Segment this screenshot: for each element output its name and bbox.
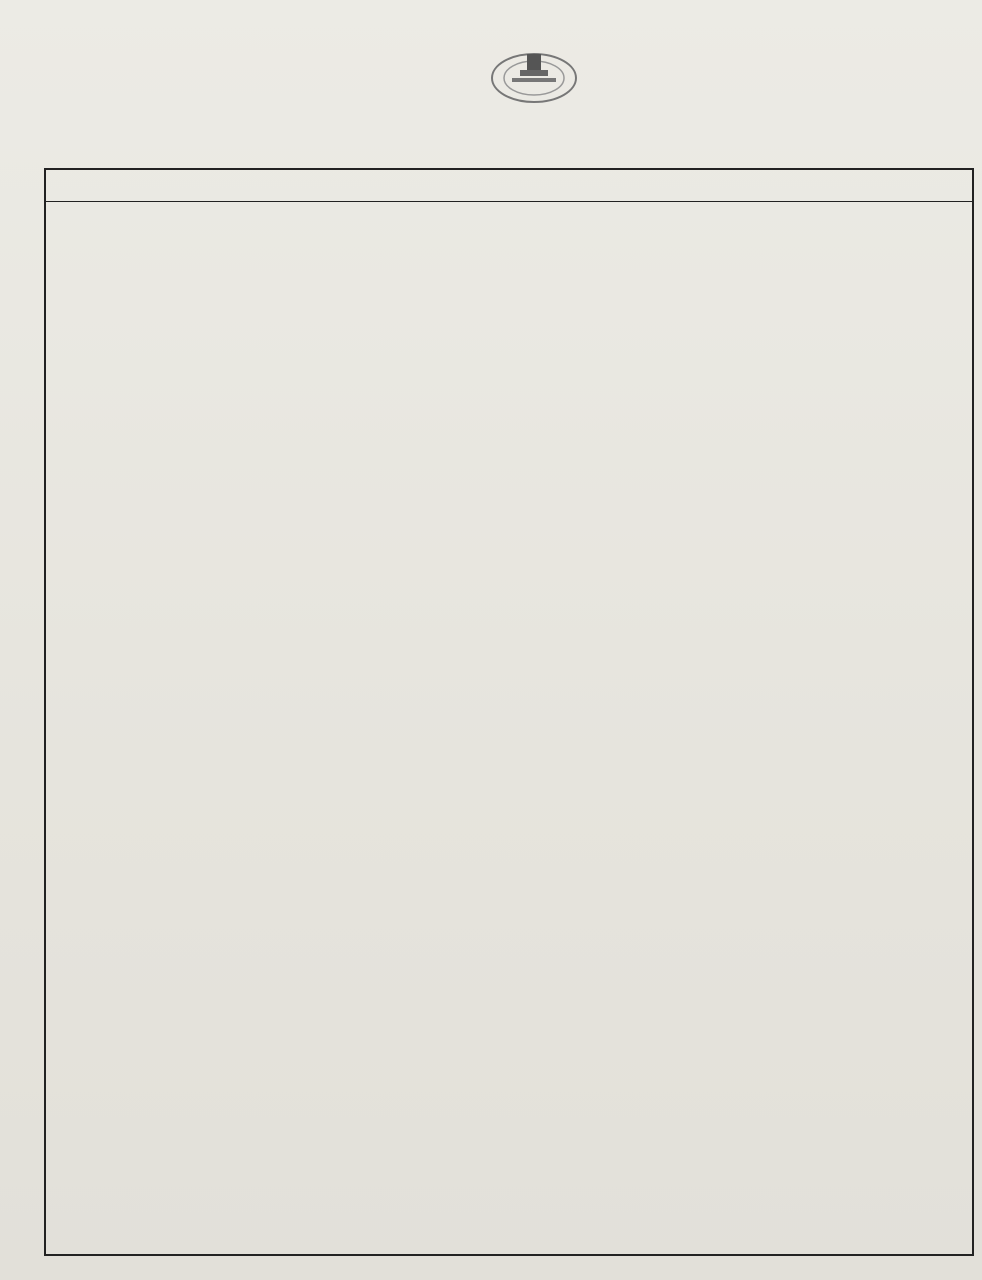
- model-label-box: [54, 100, 80, 121]
- questions-table: [44, 168, 974, 1256]
- college-logo: [460, 48, 610, 138]
- logo-emblem-icon: [490, 48, 578, 104]
- section-instruction: [46, 170, 972, 202]
- exam-header: [30, 28, 952, 168]
